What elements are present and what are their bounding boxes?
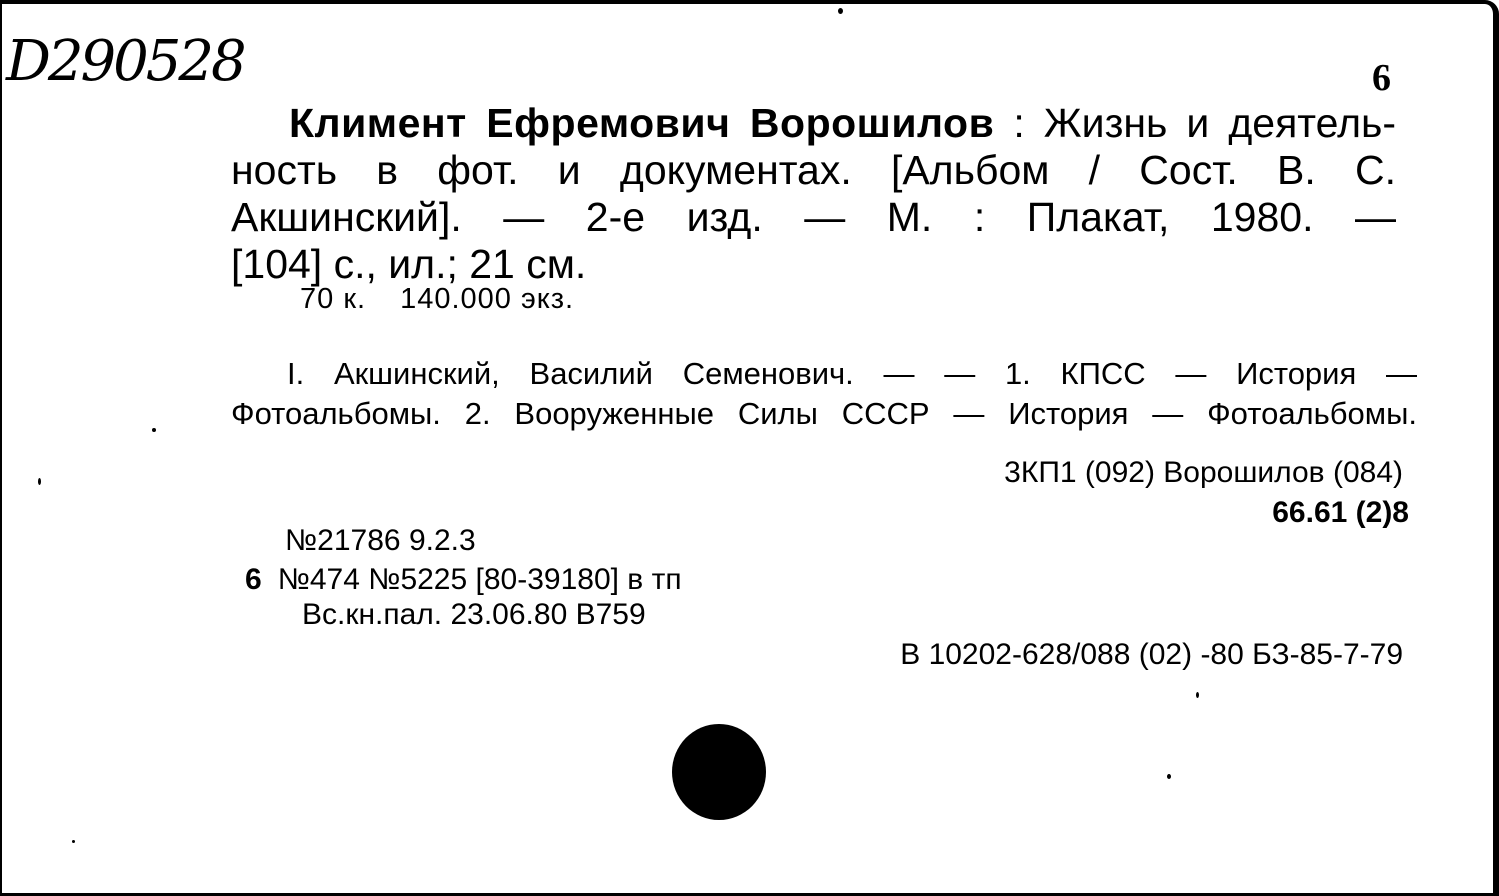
speck-mark [152, 428, 156, 432]
tracing-line-2: Фотоальбомы. 2. Вооруженные Силы СССР — История — Фотоальбомы. [231, 396, 1417, 431]
print-run: 140.000 экз. [400, 283, 575, 315]
description-line-4: [104] с., ил.; 21 см. [231, 241, 587, 287]
order-line-1: №21786 9.2.3 [285, 524, 476, 557]
punch-hole [672, 724, 766, 820]
udc-index: 66.61 (2)8 [1272, 496, 1409, 529]
price-line [300, 285, 574, 314]
description-line-2: ность в фот. и документах. [Альбом / Сост. В. С. [231, 147, 1396, 193]
speck-mark [1167, 774, 1171, 779]
price: 70 к. [300, 283, 367, 315]
description-line-3: Акшинский]. — 2-е изд. — М. : Плакат, 1980. — [231, 194, 1396, 240]
speck-mark [72, 840, 75, 843]
order-line-3: Вс.кн.пал. 23.06.80 В759 [302, 598, 646, 631]
bibliographic-description [231, 100, 1396, 288]
description-line-1 [231, 100, 1396, 147]
order-line-2-prefix: 6 [245, 563, 262, 596]
description-line-1-text: : Жизнь и деятель- [994, 100, 1397, 146]
catalog-id-handwritten: D290528 [6, 29, 244, 94]
publisher-code: В 10202-628/088 (02) -80 БЗ-85-7-79 [900, 638, 1403, 671]
speck-mark [38, 478, 41, 485]
order-line-2 [245, 565, 682, 595]
tracing-line-1: I. Акшинский, Василий Семенович. — — 1. КПСС — История — [287, 356, 1417, 391]
card-number: 6 [1372, 57, 1391, 99]
title-bold: Климент Ефремович Ворошилов [289, 100, 995, 146]
subject-tracings [231, 354, 1417, 434]
speck-mark [1196, 692, 1199, 698]
order-line-2-text: №474 №5225 [80-39180] в тп [277, 563, 682, 596]
bbk-index: 3КП1 (092) Ворошилов (084) [1004, 456, 1403, 489]
speck-mark [838, 8, 843, 14]
